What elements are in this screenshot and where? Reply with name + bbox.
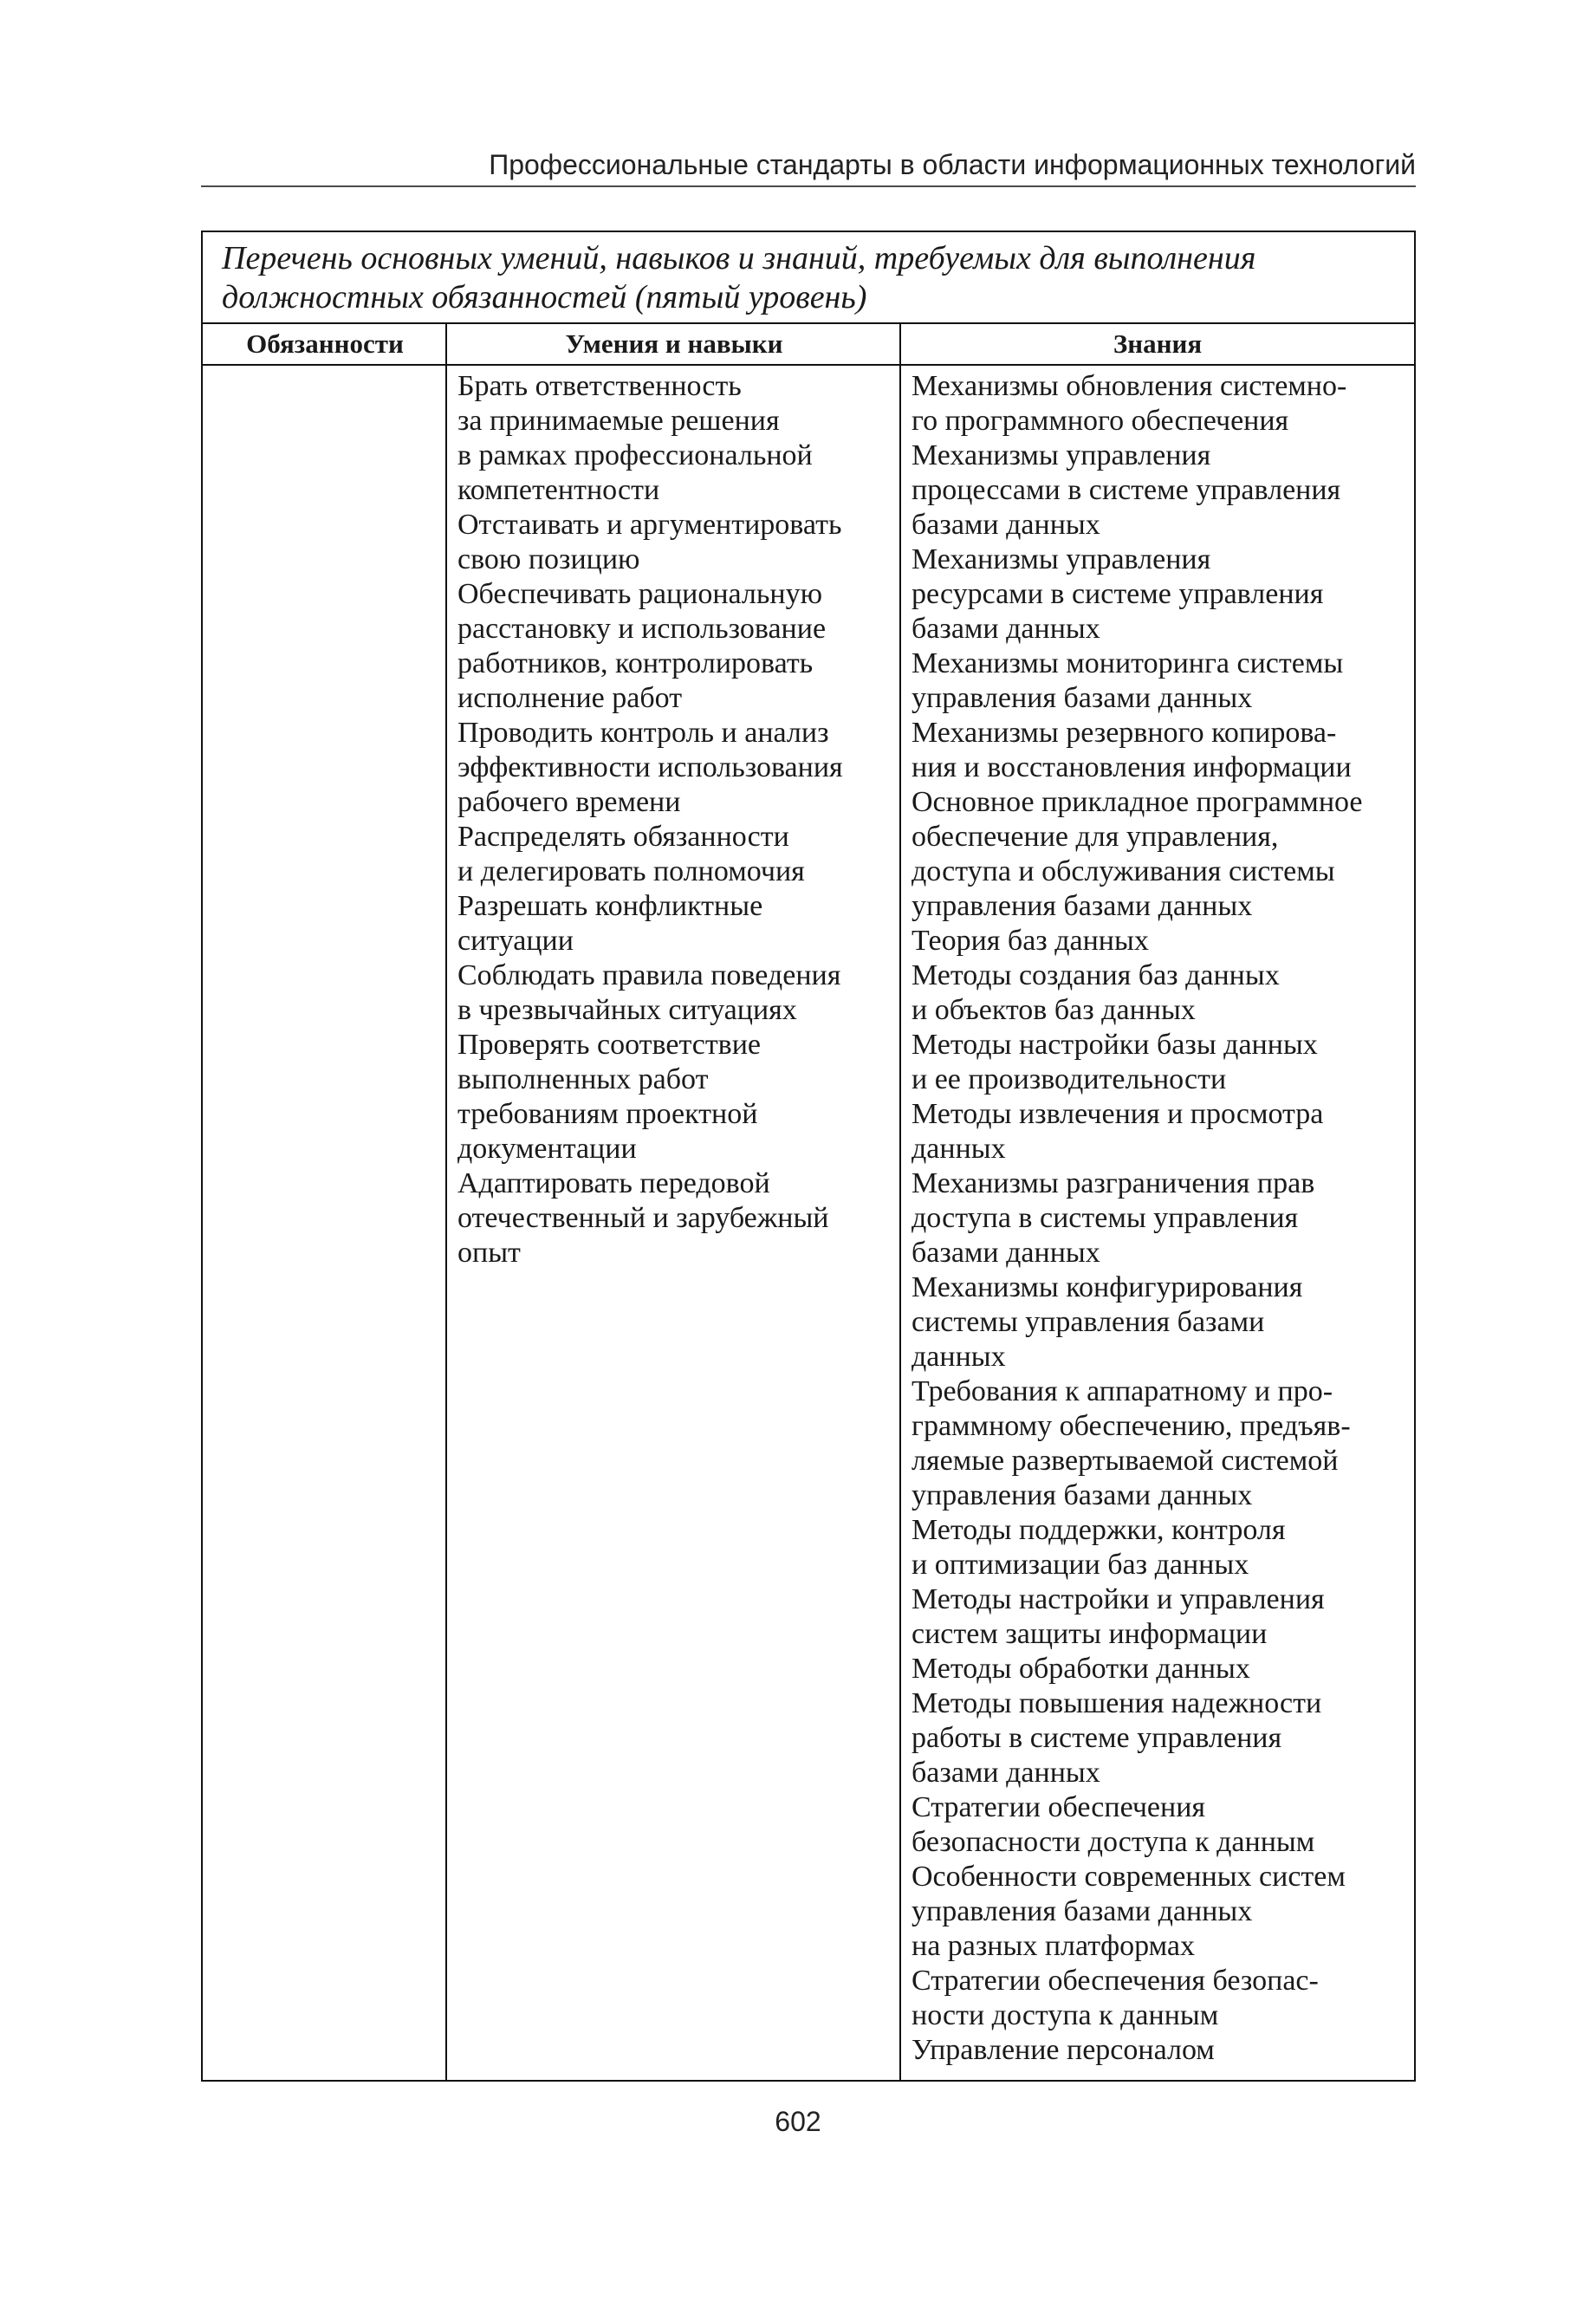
table-header-row [203,324,1414,366]
competency-table [201,231,1416,2082]
page-number: 602 [775,2106,821,2137]
running-header: Профессиональные стандарты в области информационных технологий [201,147,1416,187]
knowledge-cell: Механизмы обновления системно- го программного обеспечения Механизмы управления процессами в системе управления базами данных Механизмы управления ресурсами в системе управления базами данных Механизмы мониторинга системы управления базами данных Механизмы резервного копирова- ния и восстановления информации Основное прикладное программное обеспечение для управления, доступа и обслуживания системы управления базами данных Теория баз данных Методы создания баз данных и объектов баз данных Методы настройки базы данных и ее производительности Методы извлечения и просмотра данных Механизмы разграничения прав доступа в системы управления базами данных Механизмы конфигурирования системы управления базами данных Требования к аппаратному и про- граммному обеспечению, предъяв- ляемые развертываемой системой управления базами данных Методы поддержки, контроля и оптимизации баз данных Методы настройки и управления систем защиты информации Методы обработки данных Методы повышения надежности работы в системе управления базами данных Стратегии обеспечения безопасности доступа к данным Особенности современных систем управления базами данных на разных платформах Стратегии обеспечения безопас- ности доступа к данным Управление персоналом [912,370,1363,2066]
table-caption: Перечень основных умений, навыков и знаний, требуемых для выполнения должностных обязанностей (пятый уровень) [203,232,1414,324]
duties-cell [203,364,445,2080]
column-header-skills: Умения и навыки [565,328,783,359]
skills-cell: Брать ответственность за принимаемые решения в рамках профессиональной компетентности Отстаивать и аргументировать свою позицию Обеспечивать рациональную расстановку и использование работников, контролировать исполнение работ Проводить контроль и анализ эффективности использования рабочего времени Распределять обязанности и делегировать полномочия Разрешать конфликтные ситуации Соблюдать правила поведения в чрезвычайных ситуациях Проверять соответствие выполненных работ требованиям проектной документации Адаптировать передовой отечественный и зарубежный опыт [457,370,843,1269]
column-header-knowledge: Знания [1113,328,1203,359]
column-header-duties: Обязанности [246,328,404,359]
